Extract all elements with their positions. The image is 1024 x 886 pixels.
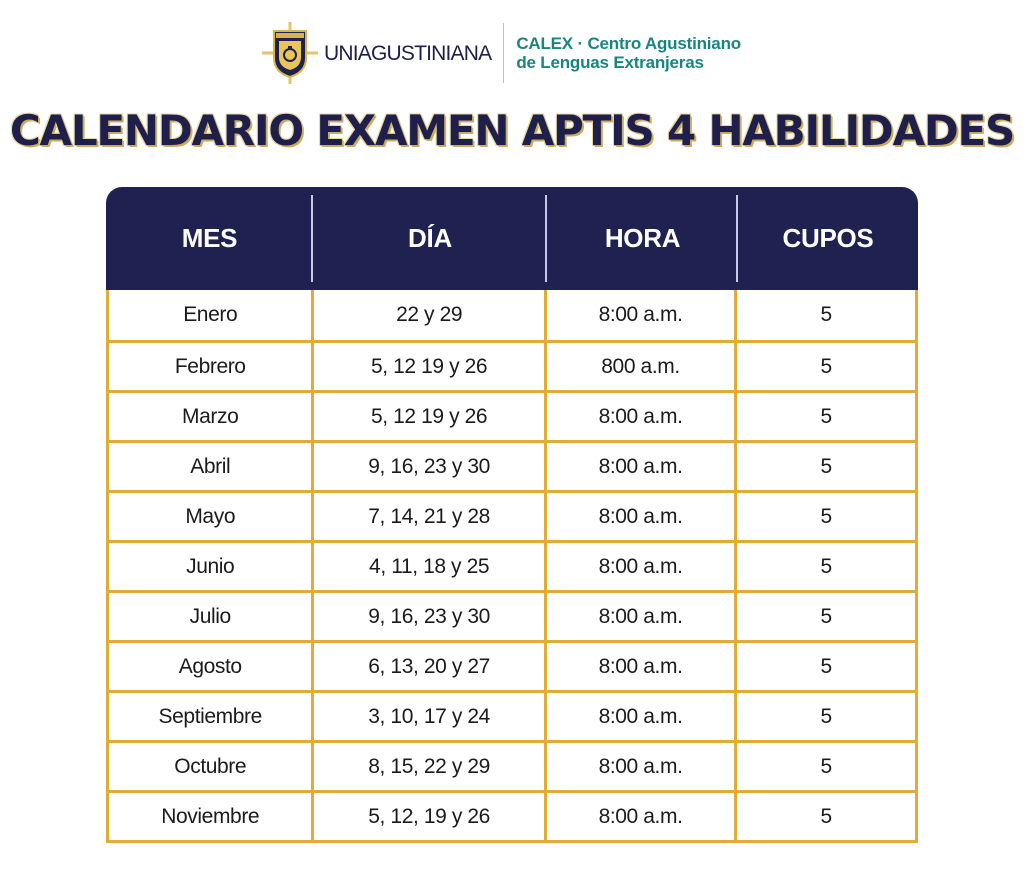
- cell-mes: Febrero: [174, 354, 246, 378]
- cell-mes: Marzo: [182, 404, 239, 428]
- table-row: [109, 690, 915, 740]
- cell-dia: 5, 12 19 y 26: [311, 343, 543, 390]
- cell-dia: 4, 11, 18 y 25: [311, 543, 543, 590]
- cell-hora: 8:00 a.m.: [544, 693, 735, 740]
- table-body: [106, 290, 918, 843]
- calex-line-2: de Lenguas Extranjeras: [516, 53, 704, 72]
- table-row: [109, 540, 915, 590]
- cell-hora: 8:00 a.m.: [544, 393, 735, 440]
- table-row: [109, 440, 915, 490]
- cell-dia: 8, 15, 22 y 29: [311, 743, 543, 790]
- university-name: UNIAGUSTINIANA: [324, 42, 492, 65]
- page-title: CALENDARIO EXAMEN APTIS 4 HABILIDADES: [9, 106, 1015, 155]
- shield-crest-icon: [262, 22, 318, 84]
- cell-hora: 8:00 a.m.: [544, 643, 735, 690]
- calex-label: [516, 34, 741, 72]
- cell-cupos: 5: [734, 693, 915, 740]
- cell-cupos: 5: [734, 643, 915, 690]
- cell-hora: 8:00 a.m.: [544, 443, 735, 490]
- cell-mes: Junio: [186, 554, 235, 578]
- cell-cupos: 5: [734, 290, 915, 340]
- cell-dia: 5, 12 19 y 26: [311, 393, 543, 440]
- column-header-mes: MES: [106, 187, 313, 290]
- table-row: [109, 590, 915, 640]
- table-row: [109, 340, 915, 390]
- table-row: [109, 740, 915, 790]
- cell-hora: 800 a.m.: [544, 343, 735, 390]
- cell-dia: 9, 16, 23 y 30: [311, 443, 543, 490]
- table-row: [109, 790, 915, 840]
- cell-cupos: 5: [734, 343, 915, 390]
- cell-dia: 5, 12, 19 y 26: [311, 793, 543, 840]
- cell-dia: 3, 10, 17 y 24: [311, 693, 543, 740]
- cell-cupos: 5: [734, 593, 915, 640]
- cell-hora: 8:00 a.m.: [544, 743, 735, 790]
- table-row: [109, 490, 915, 540]
- table-header: [106, 187, 918, 290]
- column-header-cupos: CUPOS: [782, 223, 874, 253]
- table-row: [109, 390, 915, 440]
- cell-cupos: 5: [734, 543, 915, 590]
- logo-bar: [262, 22, 741, 84]
- table-row: [109, 290, 915, 340]
- cell-hora: 8:00 a.m.: [544, 493, 735, 540]
- cell-mes: Septiembre: [158, 704, 262, 728]
- cell-mes: Noviembre: [161, 804, 260, 828]
- table-row: [109, 640, 915, 690]
- calex-line-1: CALEX · Centro Agustiniano: [516, 34, 741, 53]
- column-header-hora: HORA: [547, 187, 738, 290]
- cell-dia: 22 y 29: [311, 290, 543, 340]
- cell-mes: Abril: [190, 454, 231, 478]
- column-header-dia: DÍA: [313, 187, 547, 290]
- cell-mes: Julio: [189, 604, 231, 628]
- cell-mes: Octubre: [174, 754, 247, 778]
- cell-dia: 9, 16, 23 y 30: [311, 593, 543, 640]
- cell-cupos: 5: [734, 393, 915, 440]
- cell-cupos: 5: [734, 793, 915, 840]
- cell-dia: 6, 13, 20 y 27: [311, 643, 543, 690]
- cell-cupos: 5: [734, 443, 915, 490]
- cell-hora: 8:00 a.m.: [544, 593, 735, 640]
- cell-mes: Enero: [183, 303, 238, 326]
- cell-dia: 7, 14, 21 y 28: [311, 493, 543, 540]
- exam-calendar-table: [106, 187, 918, 843]
- cell-hora: 8:00 a.m.: [544, 543, 735, 590]
- logo-divider: [503, 23, 504, 83]
- cell-cupos: 5: [734, 493, 915, 540]
- cell-hora: 8:00 a.m.: [544, 290, 735, 340]
- cell-cupos: 5: [734, 743, 915, 790]
- cell-hora: 8:00 a.m.: [544, 793, 735, 840]
- cell-mes: Mayo: [185, 504, 236, 528]
- cell-mes: Agosto: [178, 654, 242, 678]
